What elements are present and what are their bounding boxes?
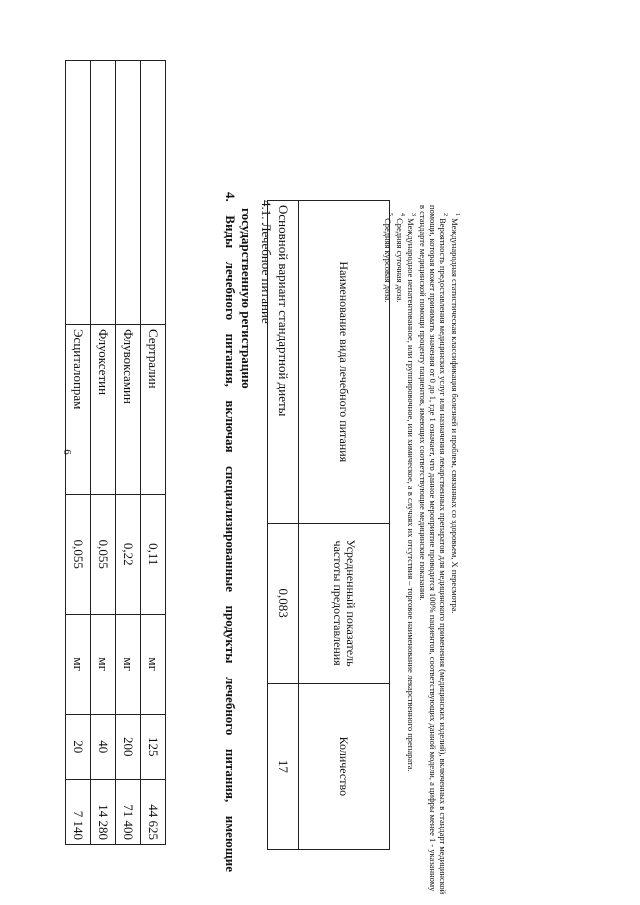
drug-name: Флуоксетин bbox=[91, 324, 116, 494]
drug-freq: 125 bbox=[141, 714, 166, 779]
drug-unit: мг bbox=[91, 614, 116, 714]
table-cell-empty bbox=[116, 61, 141, 325]
footnote: $^5$ Средняя курсовая доза. bbox=[382, 213, 393, 303]
nutrition-count: 17 bbox=[268, 683, 299, 849]
drug-count: 14 280 bbox=[91, 779, 116, 844]
footnote: $^4$ Средняя суточная доза. bbox=[394, 213, 405, 303]
drug-name: Эсциталопрам bbox=[66, 324, 91, 494]
table-header-row bbox=[299, 201, 390, 850]
footnote: $^1$ Международная статистическая классификация болезней и проблем, связанных со здоровьем, X пересмотра. bbox=[450, 213, 461, 614]
drug-dose: 0,11 bbox=[141, 494, 166, 614]
nutrition-freq: 0,083 bbox=[268, 523, 299, 683]
drug-count: 44 625 bbox=[141, 779, 166, 844]
nutrition-name: Основной вариант стандартной диеты bbox=[268, 201, 299, 524]
table-row bbox=[116, 61, 141, 845]
drug-freq: 20 bbox=[66, 714, 91, 779]
table-row bbox=[268, 201, 299, 850]
drug-freq: 40 bbox=[91, 714, 116, 779]
table-cell-empty bbox=[91, 61, 116, 325]
table-row bbox=[91, 61, 116, 845]
table-row bbox=[141, 61, 166, 845]
drug-unit: мг bbox=[116, 614, 141, 714]
drug-count: 7 140 bbox=[66, 779, 91, 844]
drug-count: 71 400 bbox=[116, 779, 141, 844]
drug-dose: 0,22 bbox=[116, 494, 141, 614]
footnote: $^3$ Международное непатентованное, или группировочное, или химическое, а в случаях их отсутствия – торговое наименование лекарственного препарата. bbox=[406, 213, 417, 772]
drug-freq: 200 bbox=[116, 714, 141, 779]
drug-unit: мг bbox=[141, 614, 166, 714]
drug-dose: 0,055 bbox=[91, 494, 116, 614]
column-header-name: Наименование вида лечебного питания bbox=[299, 201, 390, 524]
column-header-count: Количество bbox=[299, 683, 390, 849]
nutrition-table bbox=[267, 200, 390, 850]
drug-name: Сертралин bbox=[141, 324, 166, 494]
subsection-heading: 4.1. Лечебное питание bbox=[259, 200, 274, 324]
footnote: $^2$ Вероятность предоставления медицинских услуг или назначения лекарственных препаратов для медицинского применения (медицинских изделий), включенных в стандарт медицинской помощи, которая может принимать значения от 0 до 1, где 1 означает, что данное мероприятие проводится 100% пациентов, соответствующих данной модели, а цифры менее 1 - указанному в стандарте медицинской помощи проценту пациентов, имеющих соответствующие медицинские показания. bbox=[418, 205, 449, 895]
page-number: 6 bbox=[60, 449, 73, 455]
drug-name: Флувоксамин bbox=[116, 324, 141, 494]
drug-dose: 0,055 bbox=[66, 494, 91, 614]
column-header-freq: Усредненный показатель частоты предоставления bbox=[299, 523, 390, 683]
footnotes bbox=[383, 205, 462, 895]
table-cell-empty bbox=[141, 61, 166, 325]
section-heading: 4. Виды лечебного питания, включая специализированные продукты лечебного питания, имеющие bbox=[223, 192, 238, 872]
section-heading-continued: государственную регистрацию bbox=[239, 208, 254, 389]
table-cell-empty bbox=[66, 61, 91, 325]
drug-table bbox=[65, 60, 166, 845]
table-row bbox=[66, 61, 91, 845]
drug-unit: мг bbox=[66, 614, 91, 714]
